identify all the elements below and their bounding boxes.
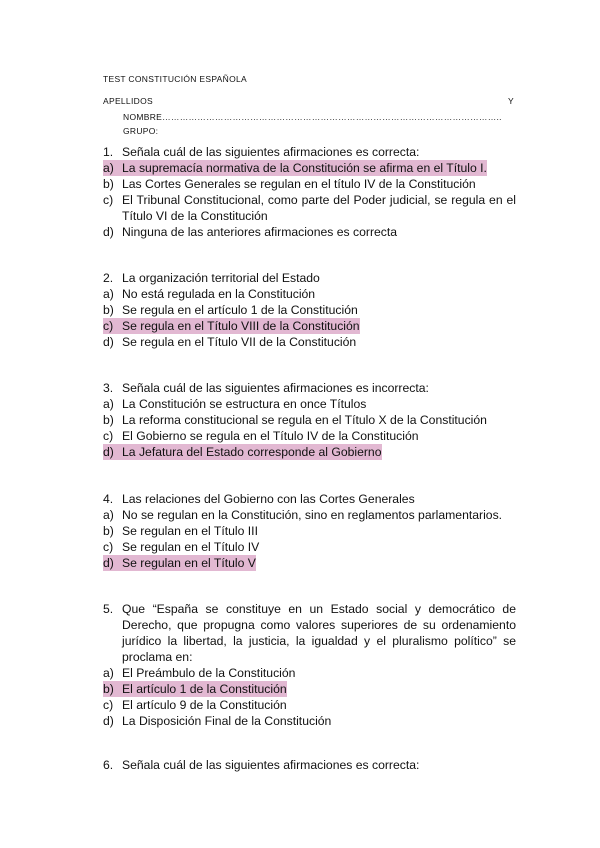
option-a xyxy=(103,507,516,523)
option-c xyxy=(103,192,516,224)
question-stem xyxy=(103,757,516,773)
option-a xyxy=(103,665,516,681)
option-label: a) xyxy=(103,287,114,301)
option-text: La supremacía normativa de la Constitución se afirma en el Título I. xyxy=(122,161,487,175)
question-3 xyxy=(103,380,516,460)
option-label: c) xyxy=(103,698,114,712)
option-text: El artículo 9 de la Constitución xyxy=(122,698,287,712)
option-text: La Constitución se estructura en once Títulos xyxy=(122,397,367,411)
test-title: TEST CONSTITUCIÓN ESPAÑOLA xyxy=(103,74,247,84)
option-label: d) xyxy=(103,444,122,460)
option-c xyxy=(103,539,516,555)
option-c xyxy=(103,697,516,713)
question-number: 6. xyxy=(103,758,114,772)
option-d-highlighted xyxy=(103,444,516,460)
option-label: d) xyxy=(103,555,122,571)
question-text: Las relaciones del Gobierno con las Cortes Generales xyxy=(122,492,415,506)
option-b-highlighted xyxy=(103,681,516,697)
option-text: La Disposición Final de la Constitución xyxy=(122,714,332,728)
question-number: 2. xyxy=(103,271,114,285)
option-text: El Tribunal Constitucional, como parte del Poder judicial, se regula en el Título VI de la Constitución xyxy=(122,193,516,223)
option-text: Se regulan en el Título IV xyxy=(122,540,260,554)
question-stem xyxy=(103,491,516,507)
option-text: La reforma constitucional se regula en el Título X de la Constitución xyxy=(122,413,487,427)
option-label: a) xyxy=(103,160,122,176)
option-label: c) xyxy=(103,193,114,207)
option-label: b) xyxy=(103,303,114,317)
option-text: Se regulan en el Título III xyxy=(122,524,258,538)
option-c xyxy=(103,428,516,444)
option-label: b) xyxy=(103,681,122,697)
option-b xyxy=(103,523,516,539)
option-text: El artículo 1 de la Constitución xyxy=(122,682,287,696)
apellidos-label: APELLIDOS xyxy=(103,96,153,106)
option-d xyxy=(103,224,516,240)
option-b xyxy=(103,176,516,192)
question-number: 5. xyxy=(103,602,114,616)
option-text: No está regulada en la Constitución xyxy=(122,287,316,301)
option-text: Se regula en el artículo 1 de la Constitución xyxy=(122,303,358,317)
y-label: Y xyxy=(508,96,514,106)
question-2 xyxy=(103,270,516,350)
option-c-highlighted xyxy=(103,318,516,334)
option-a xyxy=(103,286,516,302)
question-number: 1. xyxy=(103,145,114,159)
option-label: c) xyxy=(103,540,114,554)
option-b xyxy=(103,412,516,428)
option-label: c) xyxy=(103,318,122,334)
question-4 xyxy=(103,491,516,571)
option-label: b) xyxy=(103,524,114,538)
option-text: Se regula en el Título VIII de la Constitución xyxy=(122,319,360,333)
option-d xyxy=(103,334,516,350)
option-label: a) xyxy=(103,508,114,522)
question-number: 3. xyxy=(103,381,114,395)
option-text: El Gobierno se regula en el Título IV de la Constitución xyxy=(122,429,419,443)
question-1 xyxy=(103,144,516,240)
option-text: No se regulan en la Constitución, sino en reglamentos parlamentarios. xyxy=(122,508,503,522)
option-label: a) xyxy=(103,666,114,680)
question-stem xyxy=(103,601,516,665)
option-b xyxy=(103,302,516,318)
question-text: Que “España se constituye en un Estado social y democrático de Derecho, que propugna como valores superiores de su ordenamiento jurídico la libertad, la justicia, la igualdad y el pluralismo político” se proclama en: xyxy=(122,602,516,664)
question-5 xyxy=(103,601,516,729)
question-text: La organización territorial del Estado xyxy=(122,271,320,285)
option-a-highlighted xyxy=(103,160,516,176)
option-d xyxy=(103,713,516,729)
option-label: d) xyxy=(103,335,114,349)
option-text: Se regula en el Título VII de la Constitución xyxy=(122,335,357,349)
question-text: Señala cuál de las siguientes afirmaciones es incorrecta: xyxy=(122,381,429,395)
option-d-highlighted xyxy=(103,555,516,571)
option-label: b) xyxy=(103,177,114,191)
option-text: Ninguna de las anteriores afirmaciones es correcta xyxy=(122,225,398,239)
option-label: d) xyxy=(103,714,114,728)
option-text: La Jefatura del Estado corresponde al Gobierno xyxy=(122,445,382,459)
option-label: b) xyxy=(103,413,114,427)
option-text: El Preámbulo de la Constitución xyxy=(122,666,296,680)
option-label: d) xyxy=(103,225,114,239)
question-stem xyxy=(103,380,516,396)
question-text: Señala cuál de las siguientes afirmaciones es correcta: xyxy=(122,758,420,772)
option-label: a) xyxy=(103,397,114,411)
grupo-label: GRUPO: xyxy=(123,126,159,136)
question-stem xyxy=(103,270,516,286)
option-text: Las Cortes Generales se regulan en el título IV de la Constitución xyxy=(122,177,476,191)
option-text: Se regulan en el Título V xyxy=(122,556,256,570)
question-text: Señala cuál de las siguientes afirmaciones es correcta: xyxy=(122,145,420,159)
nombre-label: NOMBRE…………………………………………………………………………………………………….. xyxy=(123,112,502,122)
option-a xyxy=(103,396,516,412)
option-label: c) xyxy=(103,429,114,443)
question-stem xyxy=(103,144,516,160)
question-number: 4. xyxy=(103,492,114,506)
question-6 xyxy=(103,757,516,773)
